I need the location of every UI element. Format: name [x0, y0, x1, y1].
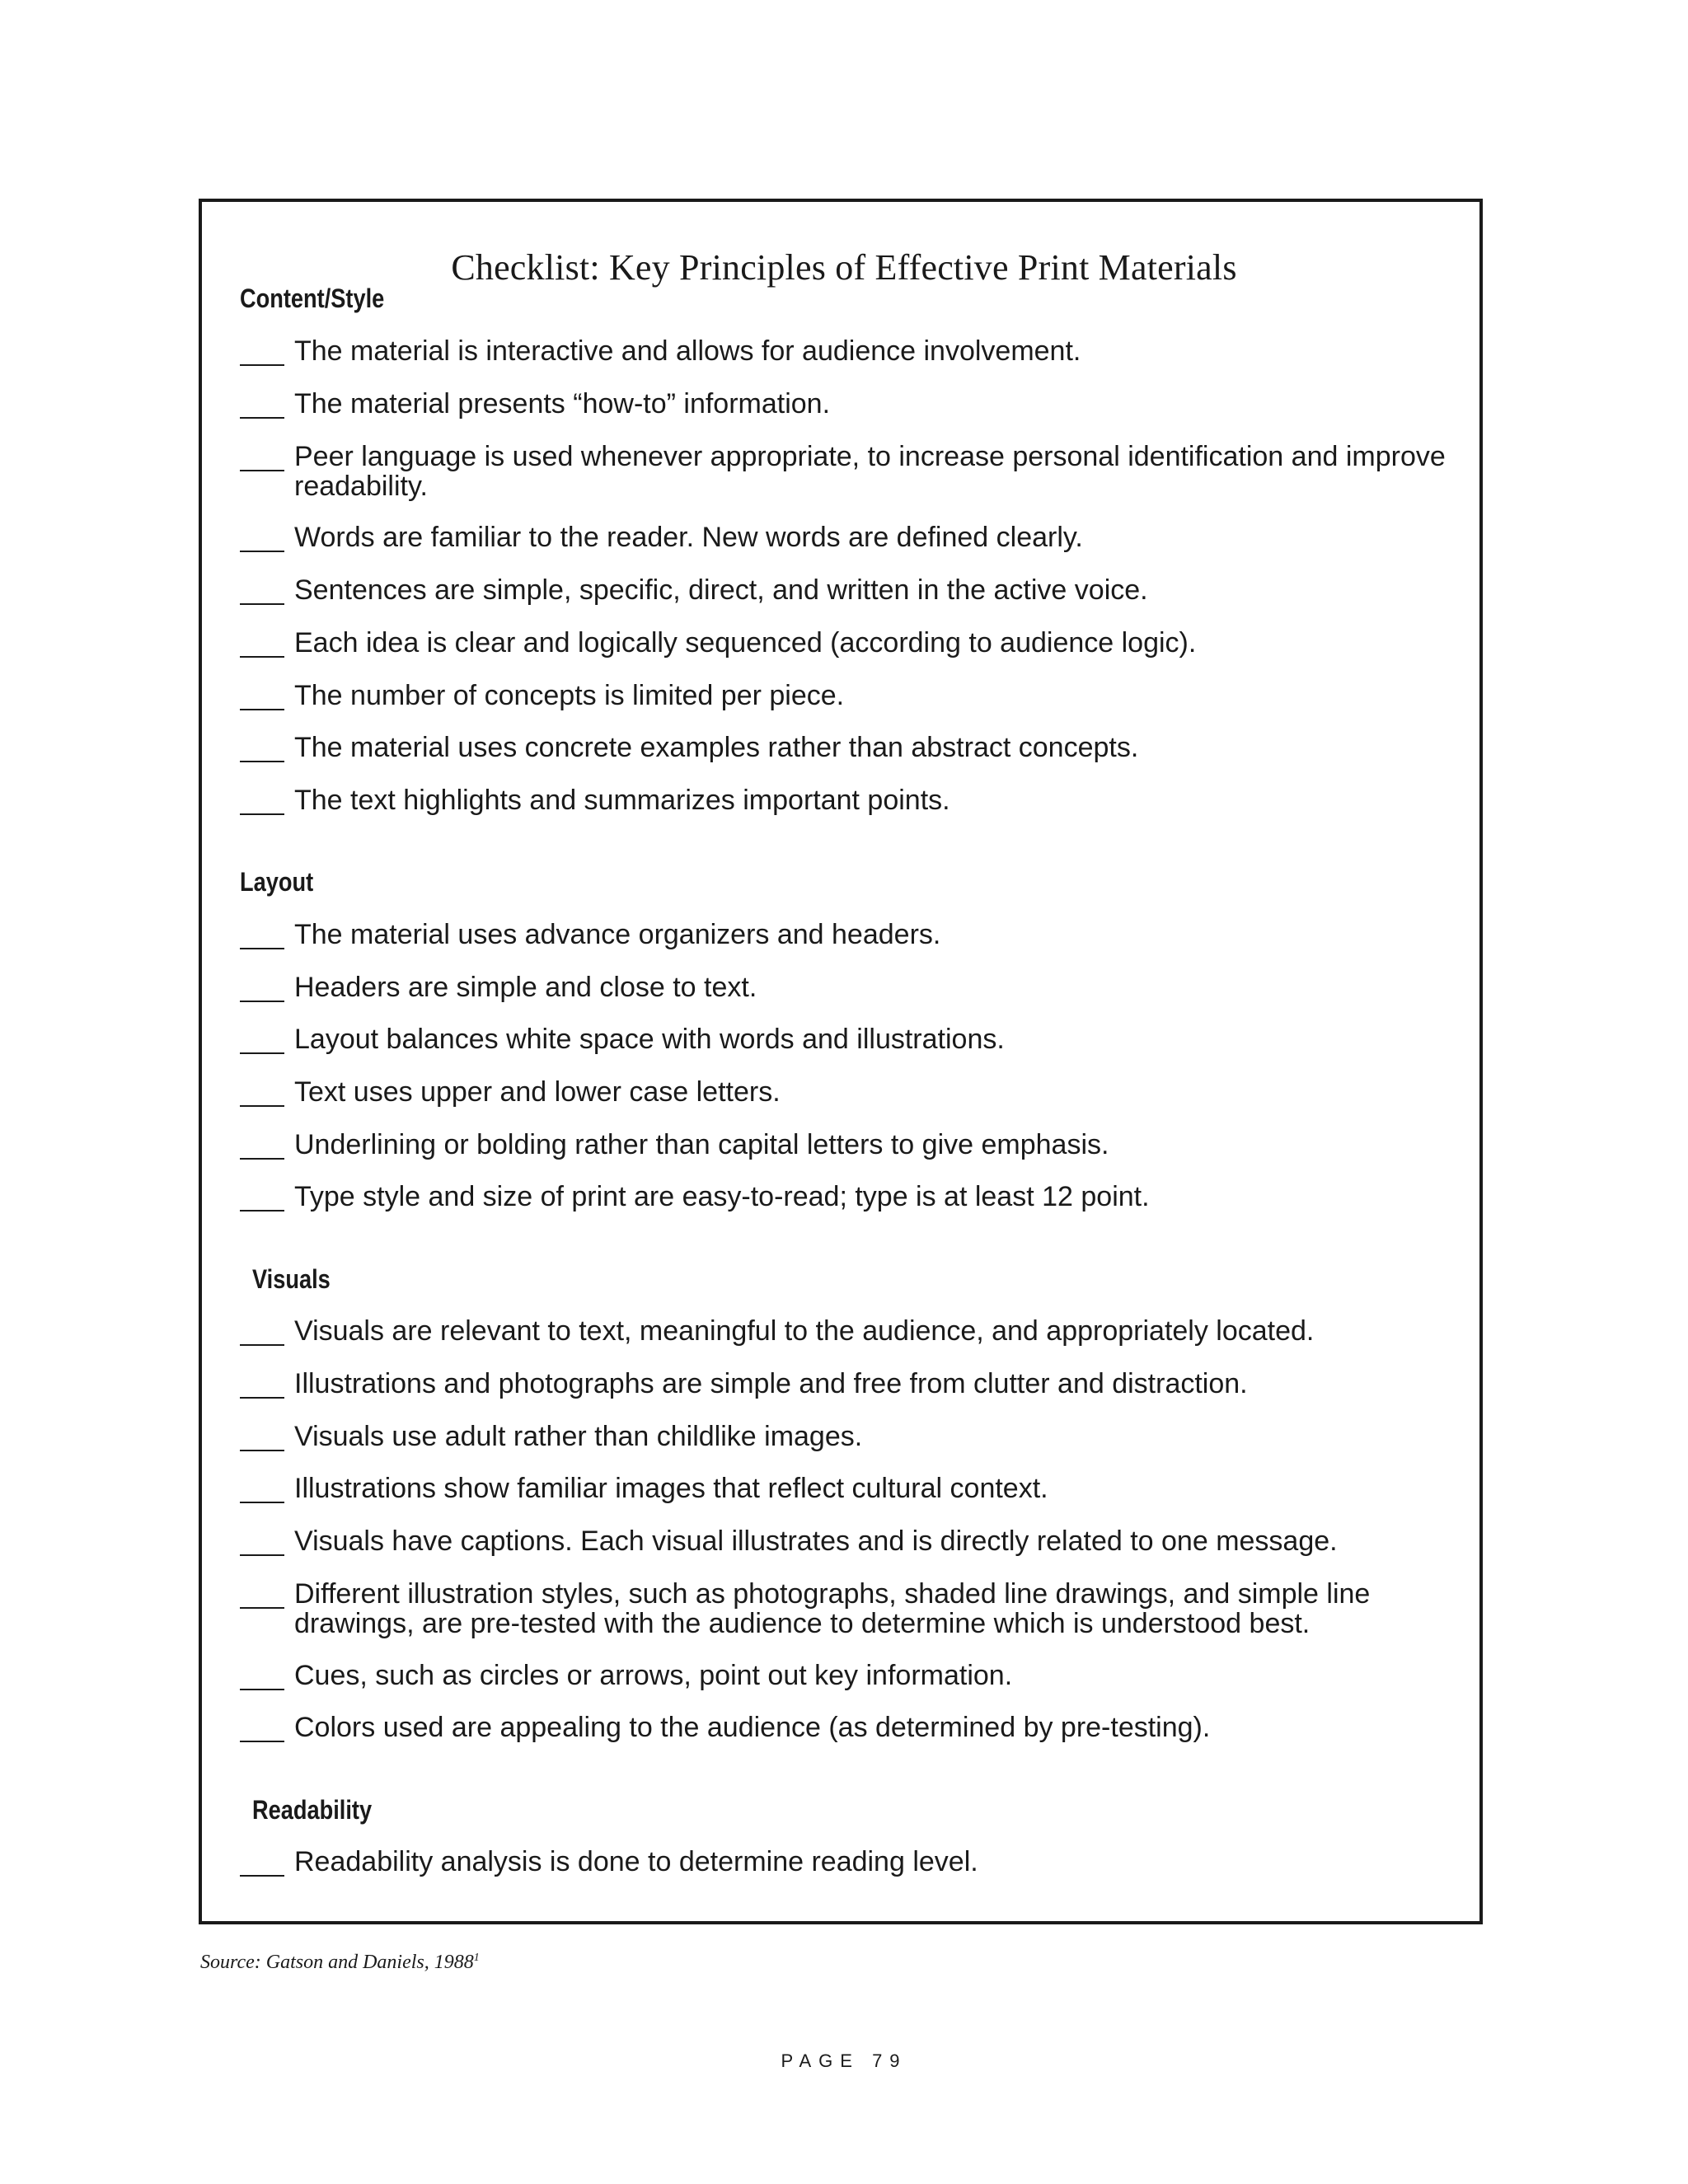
checklist-item — [240, 523, 1451, 552]
checklist-item-text: Different illustration styles, such as photographs, shaded line drawings, and simple line drawings, are pre-tested with the audience to determine which is understood best. — [294, 1578, 1371, 1639]
checklist-item-text: The material is interactive and allows for audience involvement. — [294, 335, 1081, 367]
checkbox-blank[interactable] — [240, 1182, 284, 1212]
source-text: Source: Gatson and Daniels, 1988 — [200, 1952, 474, 1973]
checklist-item — [240, 1526, 1451, 1556]
checkbox-blank[interactable] — [240, 920, 284, 949]
checklist-item-text: Cues, such as circles or arrows, point out key information. — [294, 1660, 1013, 1691]
checkbox-blank[interactable] — [240, 1526, 284, 1556]
checklist-item — [240, 972, 1451, 1002]
checklist-item — [240, 1024, 1451, 1054]
checkbox-blank[interactable] — [240, 628, 284, 658]
checklist-item — [240, 628, 1451, 658]
section-heading-readability: Readability — [252, 1795, 373, 1825]
checklist-item-text: The material presents “how-to” information. — [294, 388, 831, 419]
checkbox-blank[interactable] — [240, 972, 284, 1002]
checkbox-blank[interactable] — [240, 1474, 284, 1503]
checkbox-blank[interactable] — [240, 1579, 284, 1609]
checkbox-blank[interactable] — [240, 785, 284, 815]
checklist-item-text: Illustrations show familiar images that reflect cultural context. — [294, 1473, 1048, 1504]
checkbox-blank[interactable] — [240, 1024, 284, 1054]
checkbox-blank[interactable] — [240, 1130, 284, 1160]
checklist-item — [240, 389, 1451, 419]
checklist-item — [240, 575, 1451, 605]
checklist-item-text: The number of concepts is limited per piece. — [294, 680, 845, 711]
source-citation — [200, 1950, 480, 1975]
checkbox-blank[interactable] — [240, 733, 284, 762]
checkbox-blank[interactable] — [240, 1369, 284, 1399]
checklist-item-text: Visuals are relevant to text, meaningful to the audience, and appropriately located. — [294, 1315, 1315, 1347]
checklist-title: Checklist: Key Principles of Effective Print Materials — [451, 247, 1237, 288]
checkbox-blank[interactable] — [240, 1661, 284, 1690]
checkbox-blank[interactable] — [240, 1713, 284, 1742]
section-heading-layout: Layout — [240, 867, 314, 897]
checklist-item — [240, 1713, 1451, 1742]
checklist-item — [240, 1661, 1451, 1690]
checklist-item-text: Layout balances white space with words and illustrations. — [294, 1024, 1005, 1055]
checklist-item-text: Illustrations and photographs are simple and free from clutter and distraction. — [294, 1368, 1248, 1399]
checklist-item-text: Words are familiar to the reader. New words are defined clearly. — [294, 522, 1083, 553]
checklist-item — [240, 1077, 1451, 1107]
checkbox-blank[interactable] — [240, 336, 284, 366]
checkbox-blank[interactable] — [240, 1077, 284, 1107]
checklist-item-text: Visuals have captions. Each visual illustrates and is directly related to one message. — [294, 1526, 1338, 1557]
checkbox-blank[interactable] — [240, 389, 284, 419]
checklist-item — [240, 1579, 1451, 1638]
checklist-item — [240, 336, 1451, 366]
checklist-item-text: Sentences are simple, specific, direct, and written in the active voice. — [294, 574, 1148, 606]
checklist-item — [240, 1474, 1451, 1503]
checkbox-blank[interactable] — [240, 523, 284, 552]
checkbox-blank[interactable] — [240, 1316, 284, 1346]
section-heading-visuals: Visuals — [252, 1264, 331, 1294]
checklist-item — [240, 1130, 1451, 1160]
checklist-item-text: Readability analysis is done to determine reading level. — [294, 1846, 978, 1877]
checklist-item-text: Each idea is clear and logically sequenced (according to audience logic). — [294, 627, 1197, 658]
checkbox-blank[interactable] — [240, 442, 284, 471]
checkbox-blank[interactable] — [240, 1847, 284, 1877]
checklist-item — [240, 442, 1451, 501]
page-number: PAGE 79 — [781, 2050, 907, 2071]
checklist-item-text: The text highlights and summarizes important points. — [294, 785, 950, 816]
checklist-item-text: The material uses advance organizers and headers. — [294, 919, 941, 950]
checklist-item-text: Underlining or bolding rather than capital letters to give emphasis. — [294, 1129, 1109, 1160]
checkbox-blank[interactable] — [240, 1422, 284, 1451]
checklist-item — [240, 1369, 1451, 1399]
checklist-item-text: Headers are simple and close to text. — [294, 972, 757, 1003]
checklist-item — [240, 920, 1451, 949]
checklist-item — [240, 681, 1451, 710]
checklist-item-text: Peer language is used whenever appropriate, to increase personal identification and improve readability. — [294, 441, 1446, 502]
checkbox-blank[interactable] — [240, 575, 284, 605]
checklist-item — [240, 1316, 1451, 1346]
section-heading-content-style: Content/Style — [240, 284, 385, 313]
checklist-item-text: Colors used are appealing to the audience (as determined by pre-testing). — [294, 1712, 1211, 1743]
checklist-item — [240, 1182, 1451, 1212]
checklist-item — [240, 1847, 1451, 1877]
checklist-item-text: Visuals use adult rather than childlike images. — [294, 1421, 863, 1452]
checklist-item-text: Type style and size of print are easy-to-read; type is at least 12 point. — [294, 1181, 1150, 1212]
checklist-item — [240, 733, 1451, 762]
checklist-item-text: The material uses concrete examples rather than abstract concepts. — [294, 732, 1139, 763]
checklist-item — [240, 785, 1451, 815]
checklist-item — [240, 1422, 1451, 1451]
checkbox-blank[interactable] — [240, 681, 284, 710]
checklist-item-text: Text uses upper and lower case letters. — [294, 1076, 781, 1108]
footnote-mark: 1 — [473, 1952, 480, 1964]
